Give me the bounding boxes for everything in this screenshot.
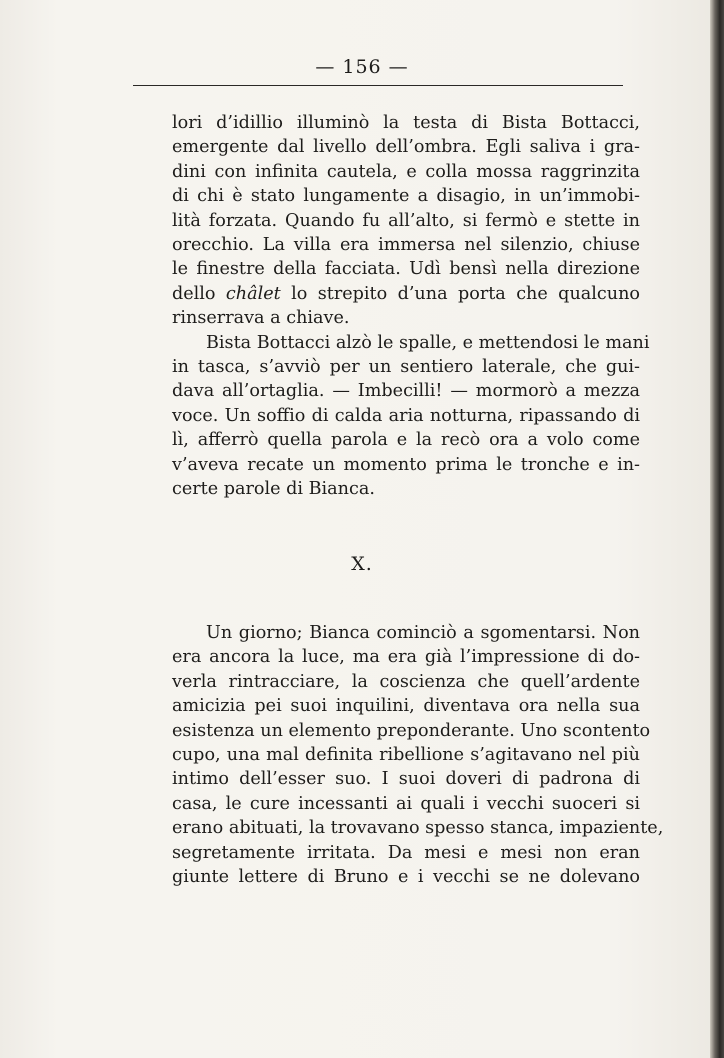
text-line: rinserrava a chiave. [172, 308, 350, 329]
text-line: orecchio. La villa era immersa nel silenzio, chiuse [172, 235, 640, 256]
paragraph-3 [172, 621, 664, 889]
text-line: certe parole di Bianca. [172, 479, 375, 500]
text-line: Bista Bottacci alzò le spalle, e mettendosi le mani [206, 332, 650, 353]
binding-edge [710, 0, 724, 1058]
text-line: segretamente irritata. Da mesi e mesi non eran [172, 842, 640, 863]
text-line-with-italic [172, 282, 640, 306]
chapter-heading: X. [351, 553, 373, 575]
text-fragment: lo strepito d’una porta che qualcuno [291, 283, 640, 304]
text-line: erano abituati, la trovavano spesso stanca, impaziente, [172, 818, 664, 839]
text-fragment: dello [172, 283, 216, 304]
italic-word: châlet [225, 283, 281, 304]
text-line: casa, le cure incessanti ai quali i vecchi suoceri si [172, 793, 640, 814]
text-line: giunte lettere di Bruno e i vecchi se ne dolevano [172, 867, 640, 888]
text-line: amicizia pei suoi inquilini, diventava ora nella sua [172, 696, 640, 717]
text-line: intimo dell’esser suo. I suoi doveri di padrona di [172, 769, 640, 790]
page-number: — 156 — [315, 56, 409, 78]
text-line: in tasca, s’avviò per un sentiero laterale, che gui- [172, 357, 640, 378]
text-line: di chi è stato lungamente a disagio, in un’immobi- [172, 186, 640, 207]
text-line: lì, afferrò quella parola e la recò ora a volo come [172, 430, 640, 451]
paragraph-2 [172, 331, 650, 502]
text-line: verla rintracciare, la coscienza che quell’ardente [172, 671, 640, 692]
text-line: era ancora la luce, ma era già l’impressione di do- [172, 647, 640, 668]
text-line: le finestre della facciata. Udì bensì nella direzione [172, 259, 640, 280]
text-line: Un giorno; Bianca cominciò a sgomentarsi. Non [206, 623, 640, 643]
text-line: lori d’idillio illuminò la testa di Bista Bottacci, [172, 113, 640, 133]
text-line: v’aveva recate un momento prima le tronche e in- [172, 454, 640, 475]
text-block-top [172, 111, 650, 502]
text-line: voce. Un soffio di calda aria notturna, ripassando di [172, 405, 640, 426]
paragraph-1 [172, 111, 640, 331]
text-line: dini con infinita cautela, e colla mossa raggrinzita [172, 161, 640, 182]
text-line: dava all’ortaglia. — Imbecilli! — mormorò a mezza [172, 381, 640, 402]
text-line: emergente dal livello dell’ombra. Egli saliva i gra- [172, 137, 640, 158]
text-line: esistenza un elemento preponderante. Uno scontento [172, 720, 651, 741]
text-line: cupo, una mal definita ribellione s’agitavano nel più [172, 745, 640, 766]
text-block-bottom [172, 621, 664, 889]
text-line: lità forzata. Quando fu all’alto, si fermò e stette in [172, 210, 640, 231]
header-rule [133, 85, 623, 86]
